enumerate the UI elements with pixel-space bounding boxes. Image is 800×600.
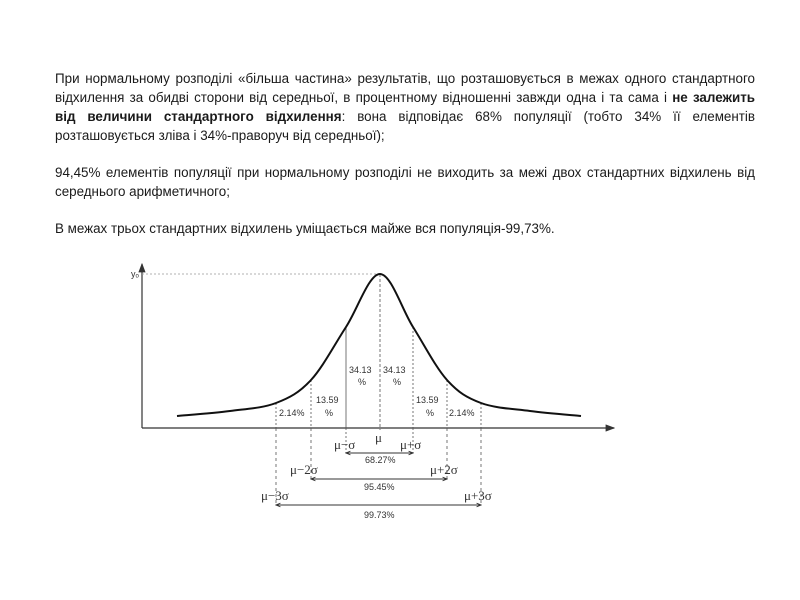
area-right-mid-pct: %	[426, 408, 435, 418]
two-sigma-range-label: 95.45%	[364, 482, 395, 492]
tick-mu: μ	[375, 430, 382, 445]
area-left-mid: 13.59	[316, 395, 339, 405]
area-left-center-pct: %	[358, 377, 367, 387]
tick-mu-plus-sigma: μ+σ	[400, 437, 422, 452]
area-left-mid-pct: %	[325, 408, 334, 418]
area-right-tail: 2.14%	[449, 408, 475, 418]
paragraph-two-sigma: 94,45% елементів популяції при нормальному розподілі не виходить за межі двох стандартних відхилень від середнього арифметичного;	[55, 165, 755, 199]
area-left-center: 34.13	[349, 365, 372, 375]
text: При нормальному розподілі «більша частина» результатів, що розташовується в межах одного стандартного відхилення за обидві сторони від середньої, в процентному відношенні завжди одна і та сама і	[55, 71, 755, 105]
one-sigma-range-label: 68.27%	[365, 455, 396, 465]
area-right-center: 34.13	[383, 365, 406, 375]
area-right-center-pct: %	[393, 377, 402, 387]
bold-emphasis: не залежить від величини стандартного відхилення	[55, 90, 755, 124]
tick-mu-minus-sigma: μ−σ	[334, 437, 356, 452]
text: : вона відповідає 68% популяції (тобто 34% її елементів розташовується зліва і 34%-праворуч від середньої);	[55, 109, 755, 143]
area-left-tail: 2.14%	[279, 408, 305, 418]
normal-curve	[177, 274, 581, 416]
area-right-mid: 13.59	[416, 395, 439, 405]
paragraph-three-sigma: В межах трьох стандартних відхилень уміщається майже вся популяція-99,73%.	[55, 221, 555, 236]
tick-mu-minus-2sigma: μ−2σ	[290, 462, 318, 477]
tick-mu-plus-2sigma: μ+2σ	[430, 462, 458, 477]
three-sigma-range-label: 99.73%	[364, 510, 395, 520]
tick-mu-minus-3sigma: μ−3σ	[261, 488, 289, 503]
tick-mu-plus-3sigma: μ+3σ	[464, 488, 492, 503]
y-axis-label: yₒ	[131, 269, 139, 279]
